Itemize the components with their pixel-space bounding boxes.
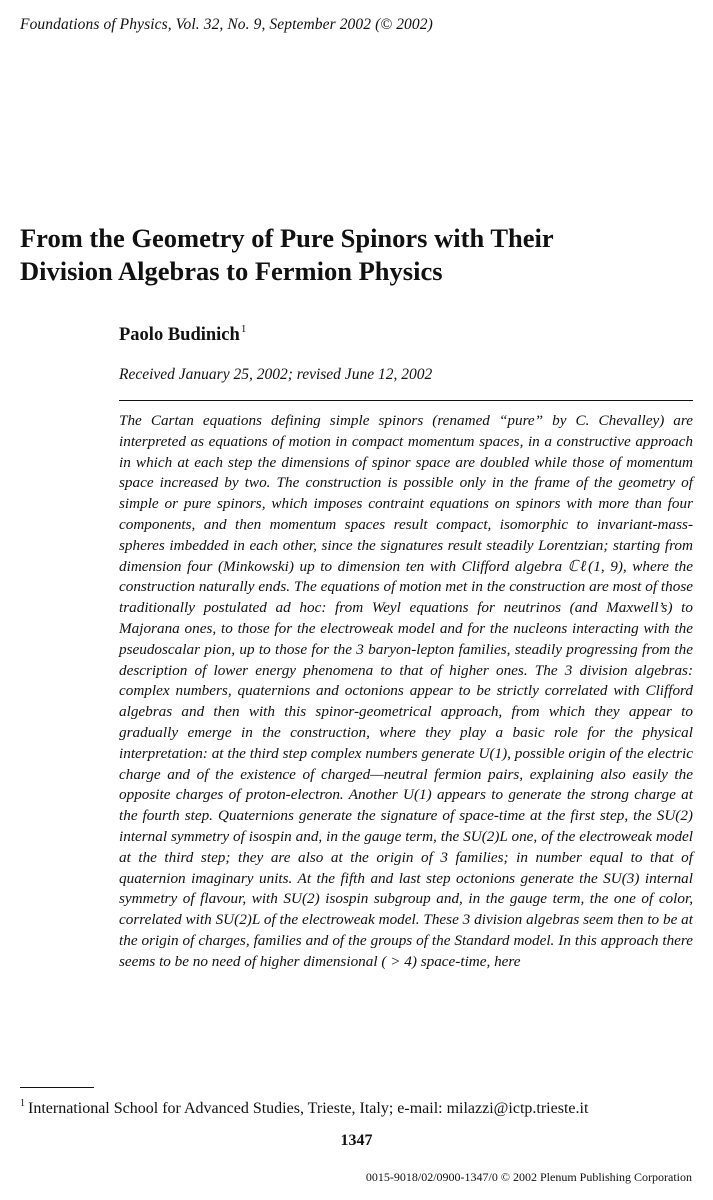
author-name: Paolo Budinich: [119, 325, 240, 345]
title-line-2: Division Algebras to Fermion Physics: [20, 256, 443, 286]
footnote-divider: [20, 1087, 94, 1088]
footnote-text: International School for Advanced Studies, Trieste, Italy; e-mail: milazzi@ictp.trieste.it: [28, 1100, 589, 1117]
abstract: The Cartan equations defining simple spinors (renamed “pure” by C. Chevalley) are interpreted as equations of motion in compact momentum spaces, in a constructive approach in which at each step the dimensions of spinor space are doubled while those of momentum space increased by two. The construction is possible only in the frame of the geometry of simple or pure spinors, which imposes contraint equations on spinors with more than four components, and then momentum spaces result compact, isomorphic to invariant-mass-spheres imbedded in each other, since the signatures result steadily Lorentzian; starting from dimension four (Minkowski) up to dimension ten with Clifford algebra ℂℓ(1, 9), where the construction naturally ends. The equations of motion met in the construction are most of those traditionally postulated ad hoc: from Weyl equations for neutrinos (and Maxwell’s) to Majorana ones, to those for the electroweak model and for the nucleons interacting with the pseudoscalar pion, up to those for the 3 baryon-lepton families, steadily progressing from the description of lower energy phenomena to that of higher ones. The 3 division algebras: complex numbers, quaternions and octonions appear to be strictly correlated with Clifford algebras and then with this spinor-geometrical approach, from which they appear to gradually emerge in the construction, where they play a basic role for the physical interpretation: at the third step complex numbers generate U(1), possible origin of the electric charge and of the existence of charged—neutral fermion pairs, explaining also easily the opposite charges of proton-electron. Another U(1) appears to generate the strong charge at the fourth step. Quaternions generate the signature of space-time at the first step, the SU(2) internal symmetry of isospin and, in the gauge term, the SU(2)L one, of the electroweak model at the third step; they are also at the origin of 3 families; in number equal to that of quaternion imaginary units. At the fifth and last step octonions generate the SU(3) internal symmetry of flavour, with SU(2) isospin subgroup and, in the gauge term, the one of color, correlated with SU(2)L of the electroweak model. These 3 division algebras seem then to be at the origin of charges, families and of the groups of the Standard model. In this approach there seems to be no need of higher dimensional ( > 4) space-time, here: [119, 412, 693, 970]
page-number: 1347: [340, 1132, 373, 1149]
article-title: [20, 222, 690, 288]
abstract-divider: [119, 400, 693, 401]
author: [119, 323, 246, 346]
received-dates: Received January 25, 2002; revised June 12, 2002: [119, 366, 433, 383]
author-footnote-mark: 1: [240, 323, 247, 335]
journal-header: Foundations of Physics, Vol. 32, No. 9, September 2002 (© 2002): [20, 16, 433, 33]
title-line-1: From the Geometry of Pure Spinors with Their: [20, 223, 554, 253]
footnote-mark: 1: [20, 1098, 25, 1109]
footnote: [20, 1098, 588, 1118]
copyright-line: 0015-9018/02/0900-1347/0 © 2002 Plenum Publishing Corporation: [365, 1170, 692, 1184]
